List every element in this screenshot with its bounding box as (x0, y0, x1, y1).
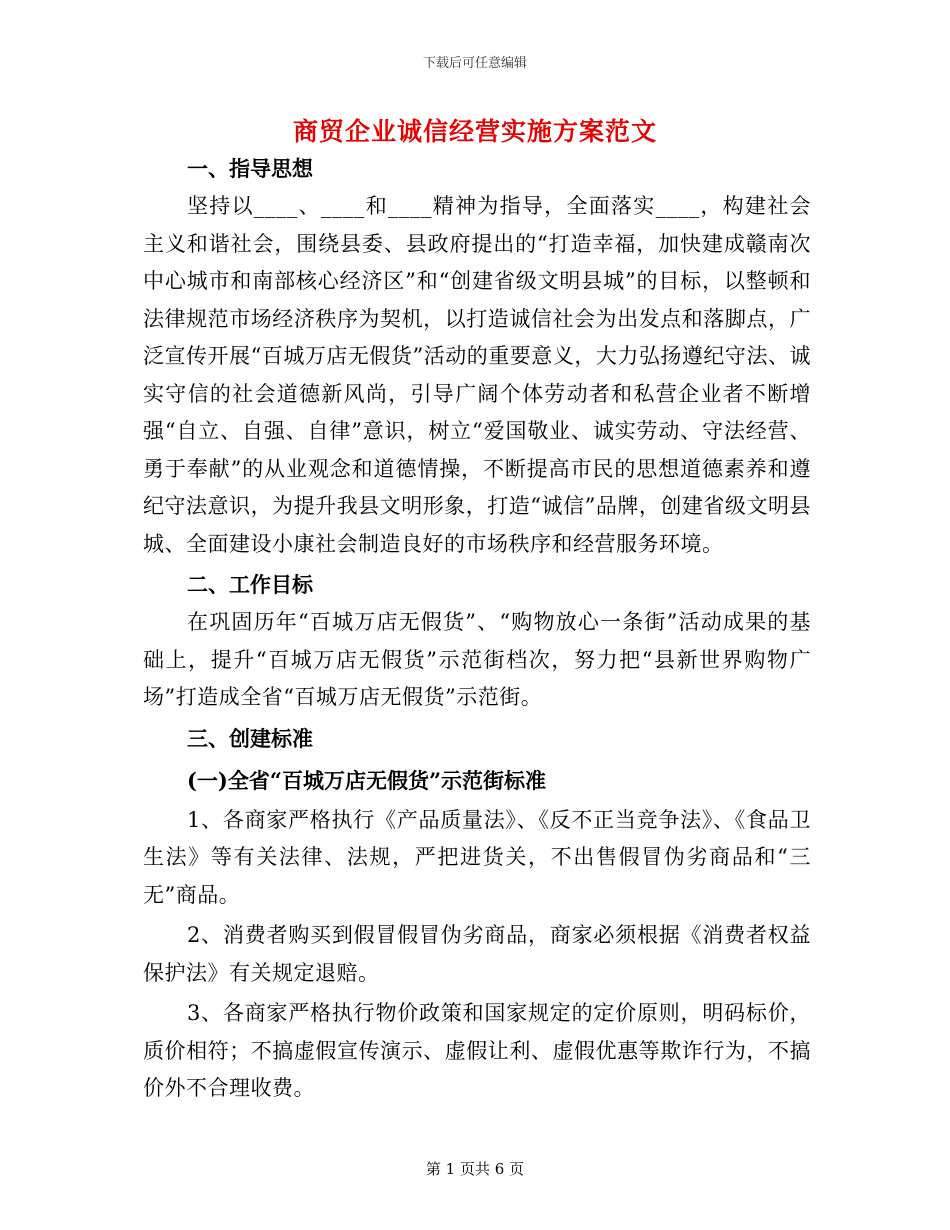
section-heading-guiding-ideology: 一、指导思想 (187, 156, 313, 181)
paragraph-standard-2: 2、消费者购买到假冒假冒伪劣商品，商家必须根据《消费者权益保护法》有关规定退赔。 (143, 923, 811, 985)
page-number: 第 1 页共 6 页 (425, 1160, 525, 1178)
subsection-heading-model-street: (一)全省“百城万店无假货”示范街标准 (187, 767, 547, 793)
document-title: 商贸企业诚信经营实施方案范文 (292, 117, 657, 146)
paragraph-standard-3: 3、各商家严格执行物价政策和国家规定的定价原则，明码标价，质价相符；不搞虚假宣传演示、虚假让利、虚假优惠等欺诈行为，不搞价外不合理收费。 (143, 1001, 811, 1100)
paragraph-guiding-ideology: 坚持以____、____和____精神为指导，全面落实____，构建社会主义和谐社会，围绕县委、县政府提出的“打造幸福，加快建成赣南次中心城市和南部核心经济区”和“创建省级文明县城”的目标，以整顿和法律规范市场经济秩序为契机，以打造诚信社会为出发点和落脚点，广泛宣传开展“百城万店无假货”活动的重要意义，大力弘扬遵纪守法、诚实守信的社会道德新风尚，引导广阔个体劳动者和私营企业者不断增强“自立、自强、自律”意识，树立“爱国敬业、诚实劳动、守法经营、勇于奉献”的从业观念和道德情操，不断提高市民的思想道德素养和遵纪守法意识，为提升我县文明形象，打造“诚信”品牌，创建省级文明县城、全面建设小康社会制造良好的市场秩序和经营服务环境。 (143, 194, 811, 556)
header-note: 下载后可任意编辑 (422, 56, 527, 71)
paragraph-standard-1: 1、各商家严格执行《产品质量法》、《反不正当竞争法》、《食品卫生法》等有关法律、法规，严把进货关，不出售假冒伪劣商品和“三无”商品。 (143, 807, 811, 907)
document-body (143, 150, 811, 1111)
section-heading-work-goals: 二、工作目标 (187, 572, 313, 597)
paragraph-work-goals: 在巩固历年“百城万店无假货”、“购物放心一条街”活动成果的基础上，提升“百城万店无假货”示范街档次，努力把“县新世界购物广场”打造成全省“百城万店无假货”示范街。 (143, 610, 811, 709)
section-heading-standards: 三、创建标准 (187, 725, 313, 751)
